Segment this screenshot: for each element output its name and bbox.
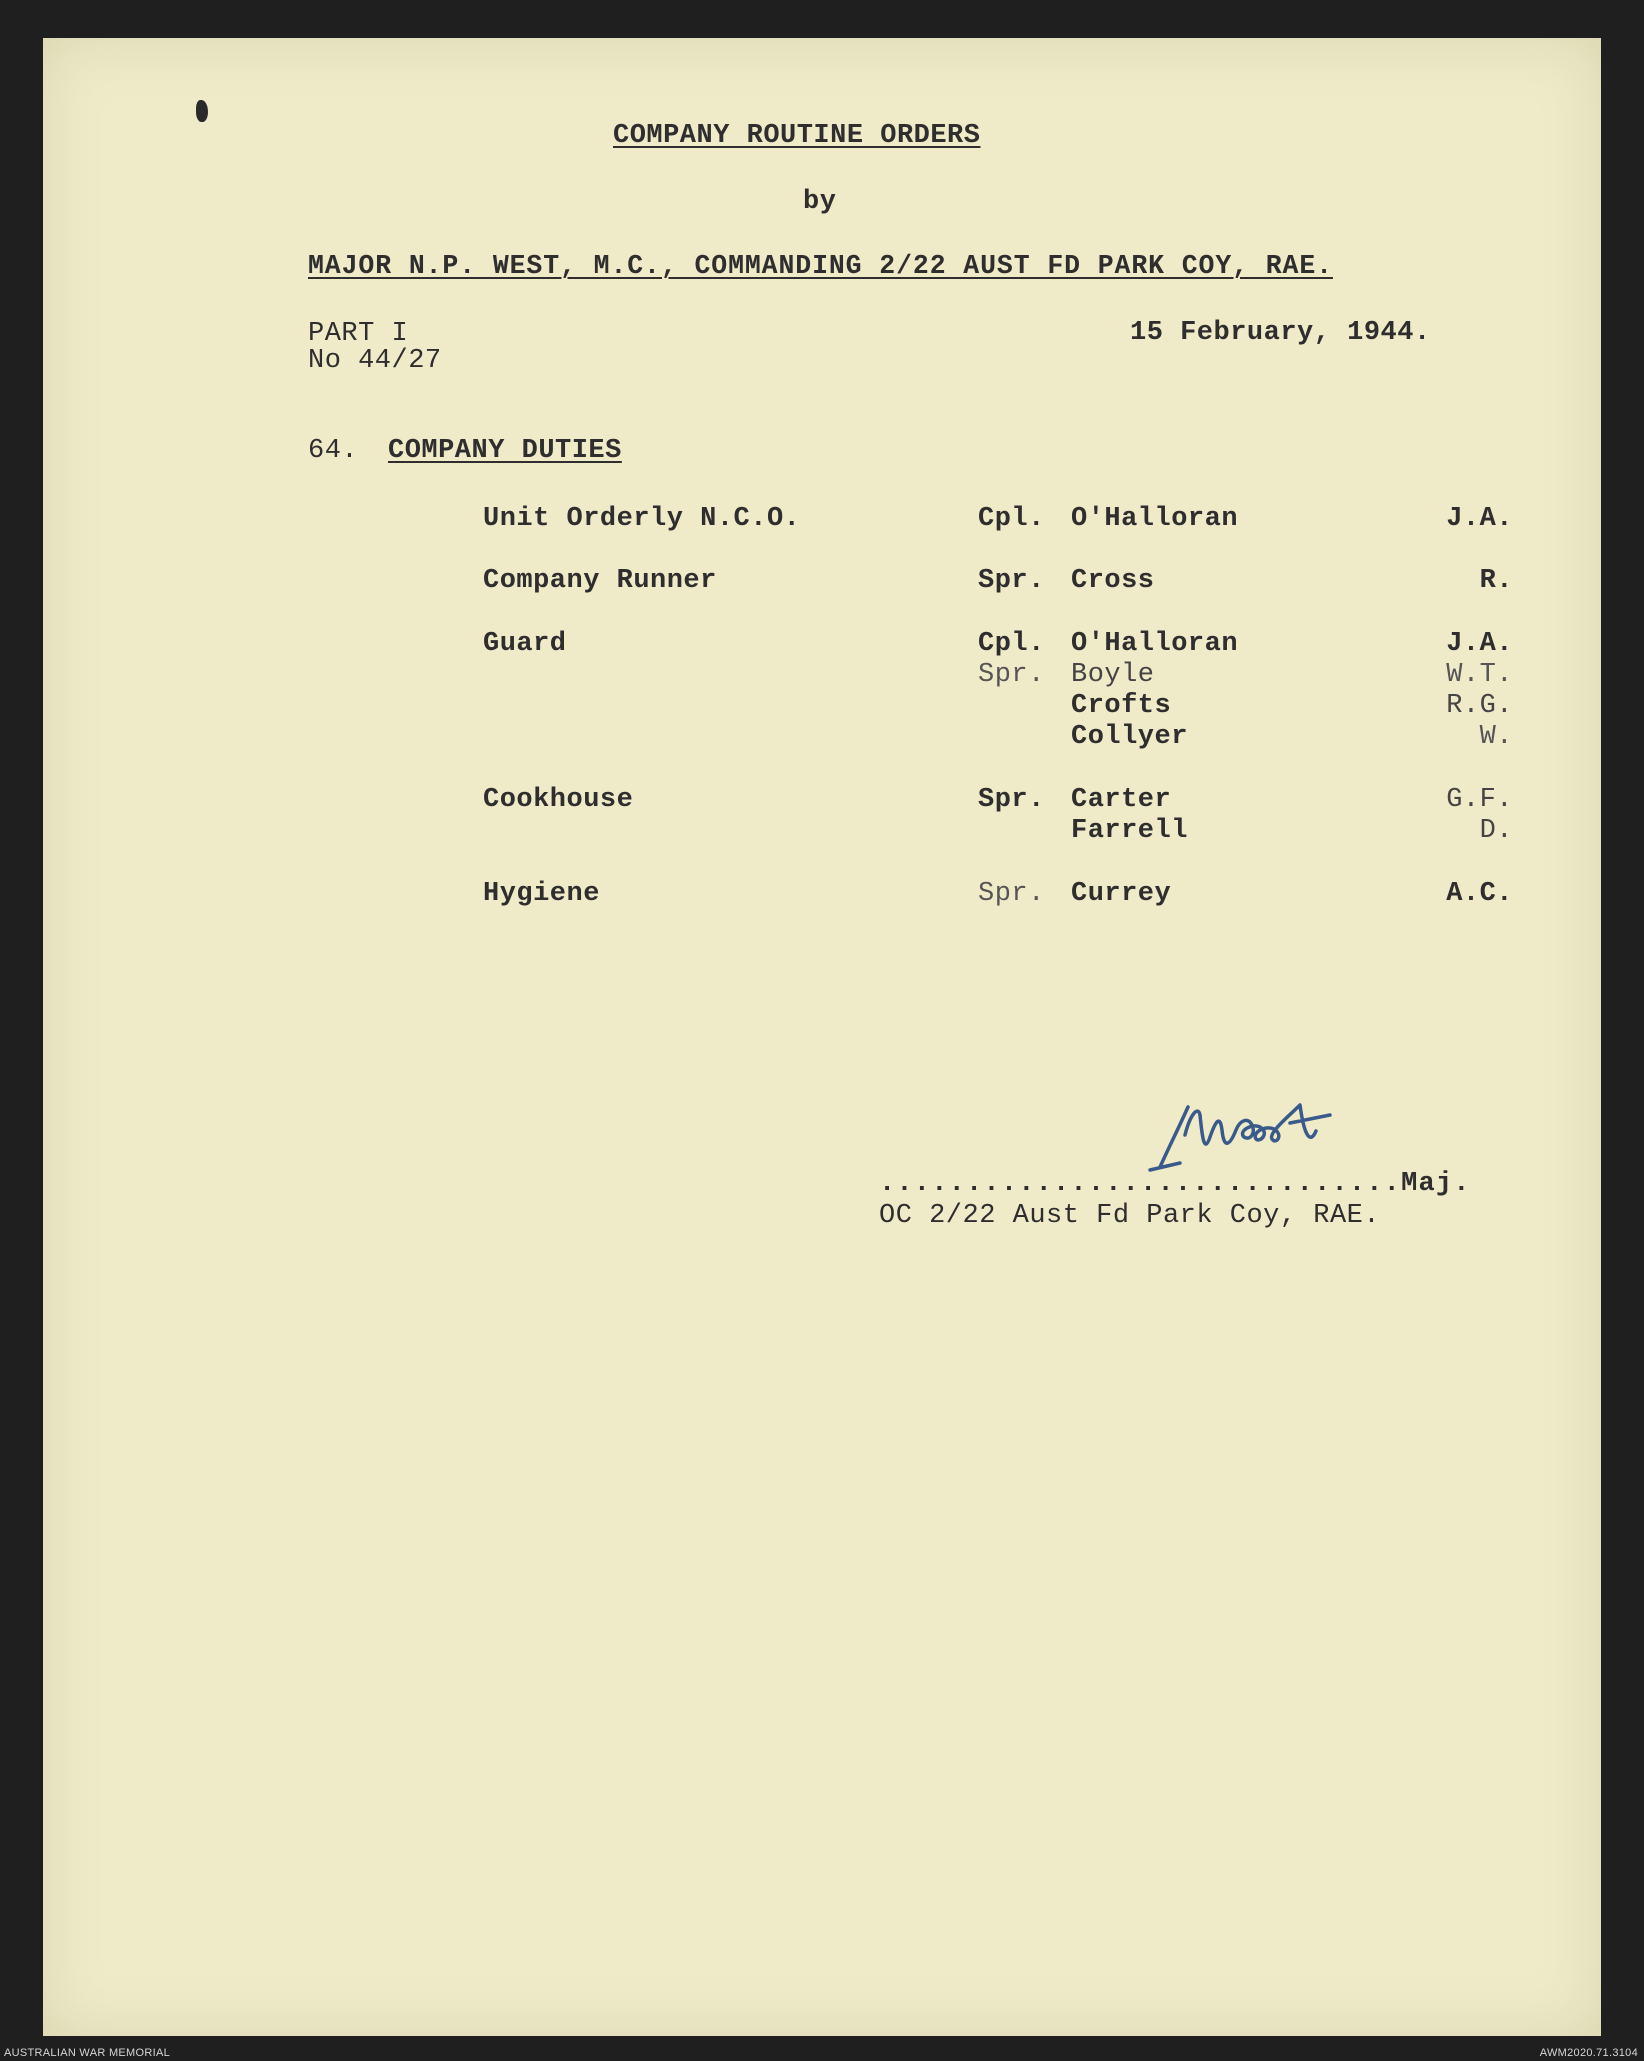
by-line: by (803, 187, 837, 217)
footer-credit: AUSTRALIAN WAR MEMORIAL (4, 2047, 171, 2059)
duty-name: O'Halloran (1071, 629, 1239, 659)
duty-name: Farrell (1071, 816, 1188, 846)
duty-initials: D. (1479, 816, 1513, 846)
duty-rank: Spr. (978, 879, 1045, 909)
duty-initials: W. (1479, 722, 1513, 752)
signature-dotted-line: ..............................Maj. (879, 1169, 1471, 1199)
duty-name: O'Halloran (1071, 504, 1239, 534)
duty-name: Collyer (1071, 722, 1188, 752)
section-number: 64. (308, 436, 359, 466)
signature-block: OC 2/22 Aust Fd Park Coy, RAE. (879, 1201, 1381, 1231)
order-number: No 44/27 (308, 346, 442, 376)
duty-label: Hygiene (483, 879, 600, 909)
duty-label: Cookhouse (483, 785, 634, 815)
duty-name: Currey (1071, 879, 1172, 909)
duty-rank: Spr. (978, 566, 1045, 596)
duty-initials: J.A. (1446, 629, 1513, 659)
duty-rank: Spr. (978, 785, 1045, 815)
document-title: COMPANY ROUTINE ORDERS (613, 121, 981, 151)
duty-name: Cross (1071, 566, 1155, 596)
duty-initials: J.A. (1446, 504, 1513, 534)
duty-label: Guard (483, 629, 567, 659)
duty-initials: R. (1479, 566, 1513, 596)
footer-accession-number: AWM2020.71.3104 (1539, 2047, 1638, 2059)
duty-label: Company Runner (483, 566, 717, 596)
duty-rank: Spr. (978, 660, 1045, 690)
handwritten-signature (1140, 1075, 1450, 1175)
commander-line: MAJOR N.P. WEST, M.C., COMMANDING 2/22 AUST FD PARK COY, RAE. (308, 251, 1333, 281)
part-label: PART I (308, 319, 409, 349)
duty-initials: A.C. (1446, 879, 1513, 909)
duty-initials: R.G. (1446, 691, 1513, 721)
duty-name: Crofts (1071, 691, 1172, 721)
duty-rank: Cpl. (978, 629, 1045, 659)
ink-blot (196, 100, 208, 122)
order-date: 15 February, 1944. (1130, 318, 1431, 348)
duty-initials: W.T. (1446, 660, 1513, 690)
duty-initials: G.F. (1446, 785, 1513, 815)
duty-rank: Cpl. (978, 504, 1045, 534)
duty-name: Boyle (1071, 660, 1155, 690)
duty-label: Unit Orderly N.C.O. (483, 504, 801, 534)
duty-name: Carter (1071, 785, 1172, 815)
document-page (43, 38, 1601, 2036)
section-title: COMPANY DUTIES (388, 436, 622, 466)
